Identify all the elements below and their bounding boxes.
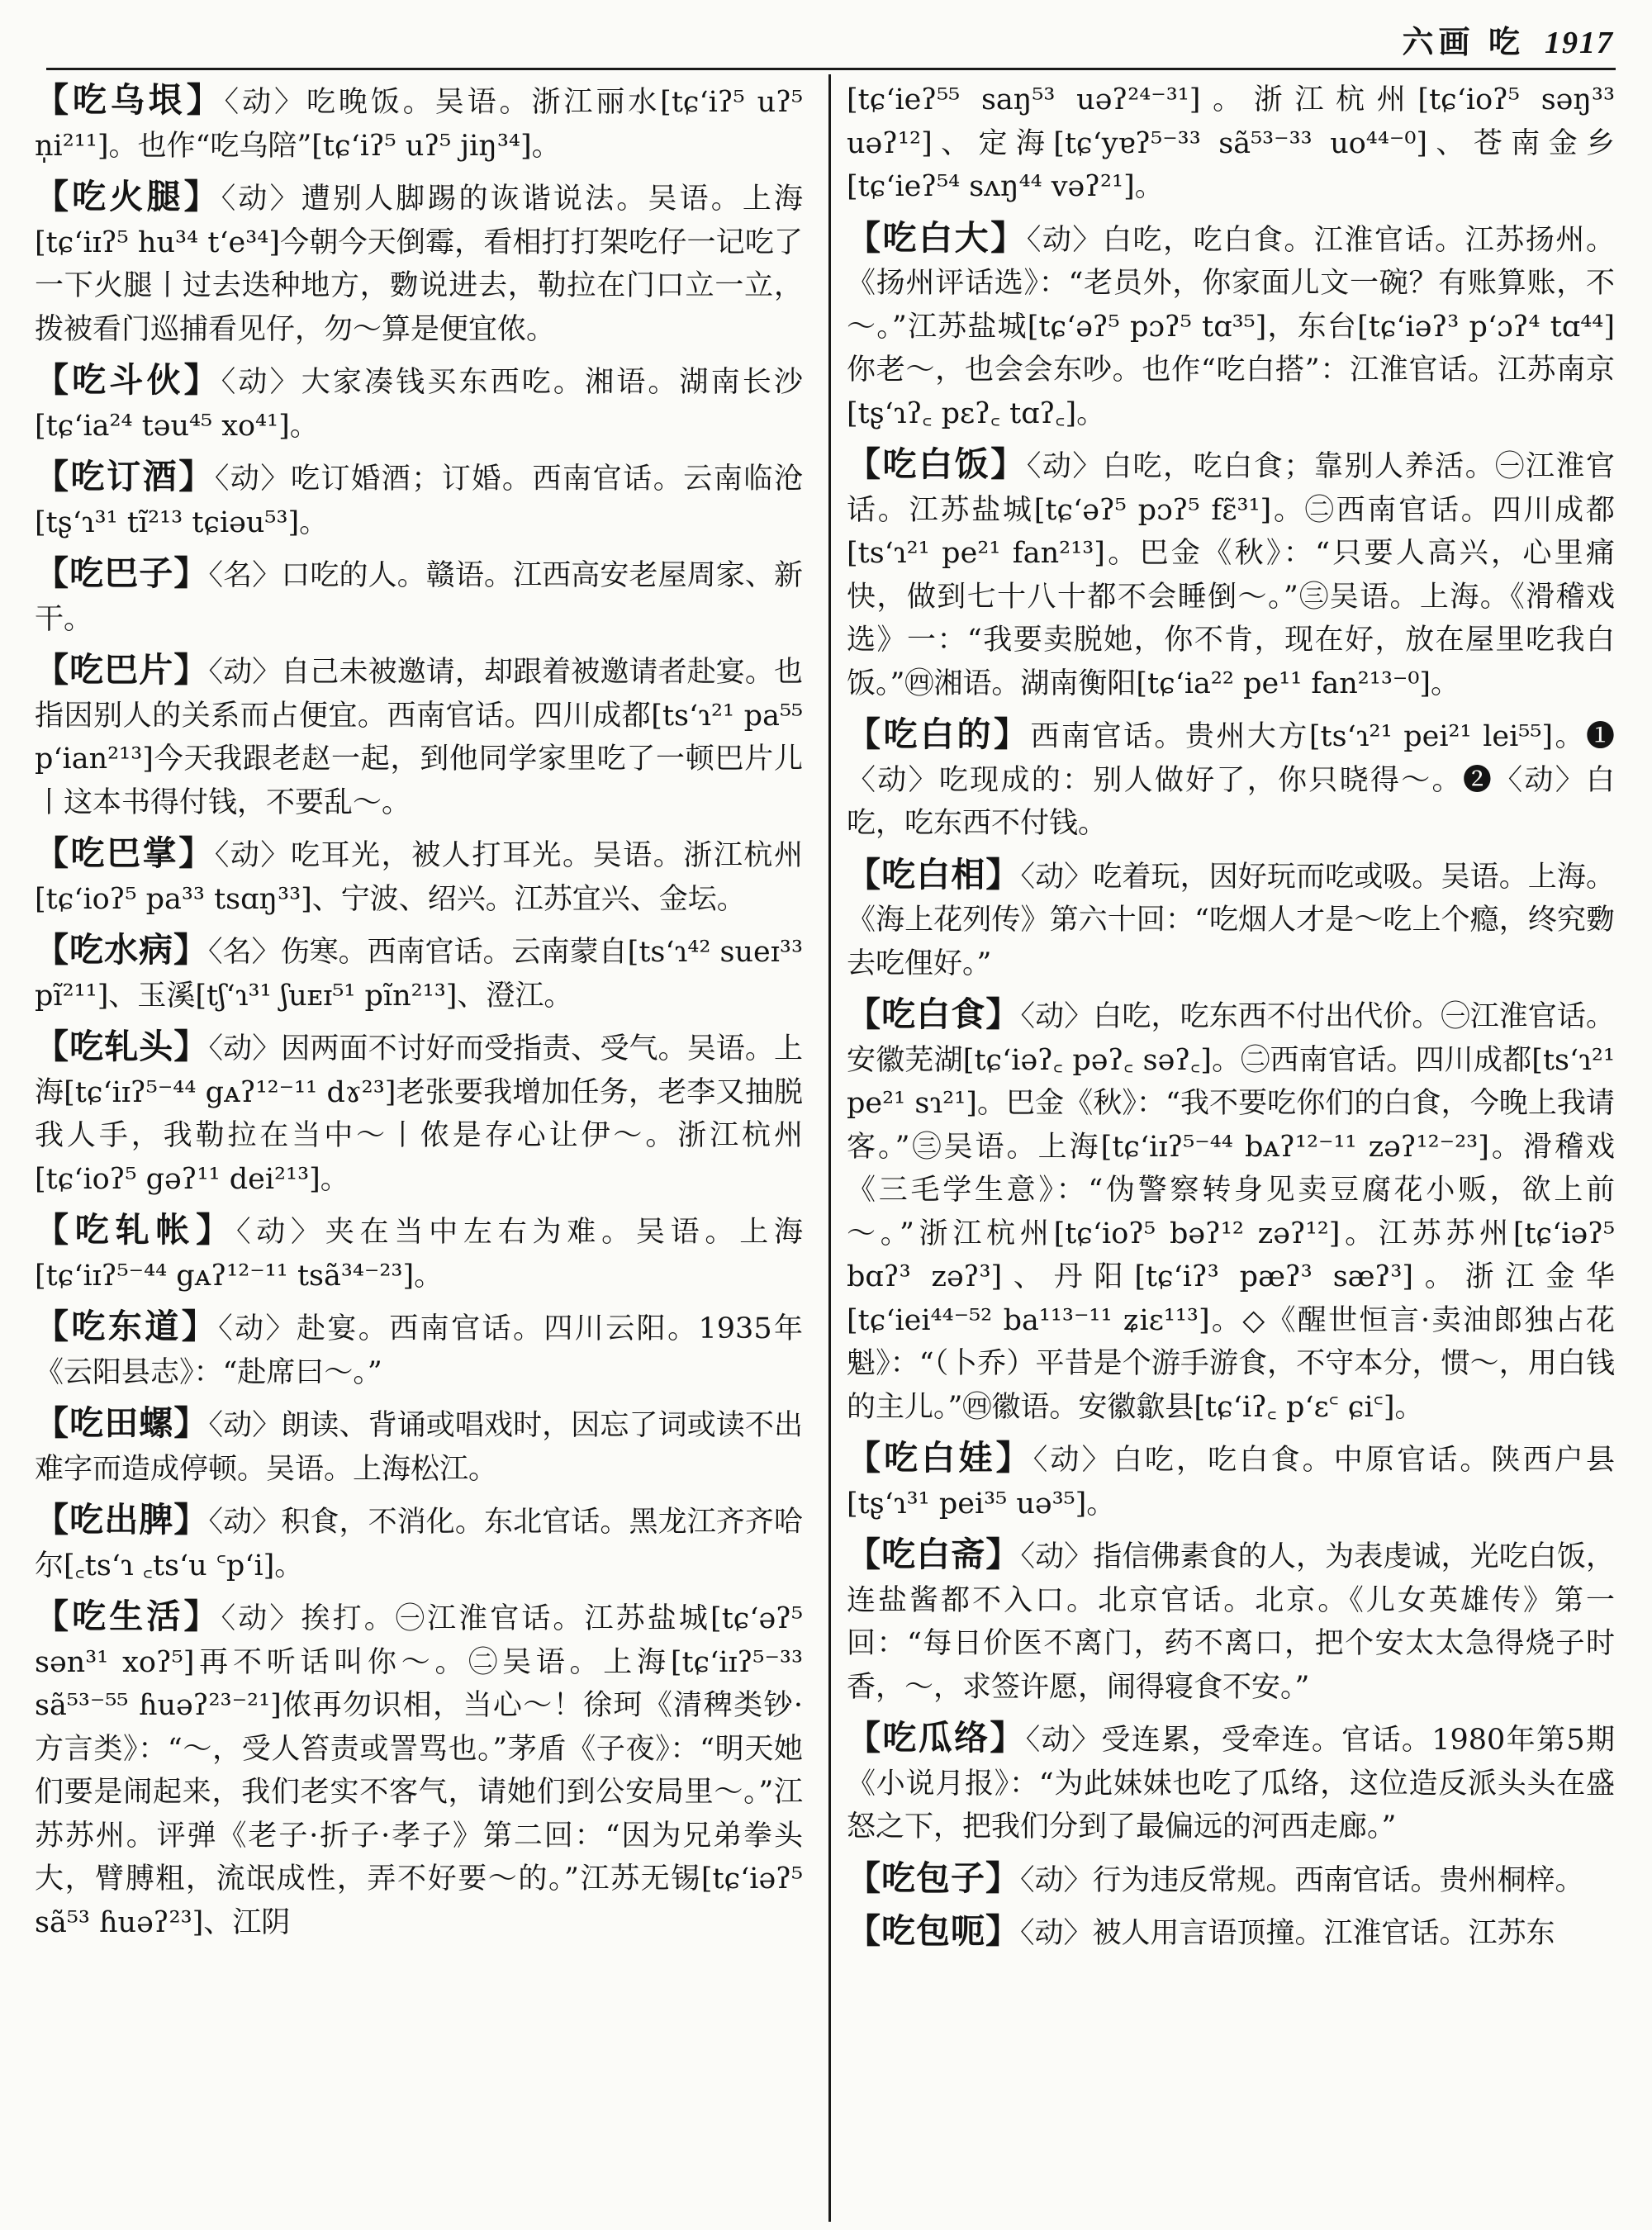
dictionary-entry [847,993,1615,1429]
dictionary-entry [35,1498,803,1587]
entry-definition: 〈名〉伤寒。西南官话。云南蒙自[tsʻɿ⁴² sueɪ³³ pĩ²¹¹]、玉溪[tʃʻɿ³¹ ʃuᴇɪ⁵¹ pĩn²¹³]、澄江。 [35,936,803,1013]
entry-definition: 〈动〉挨打。㊀江淮官话。江苏盐城[tɕʻəʔ⁵ sən³¹ xoʔ⁵]再不听话叫你～。㊁吴语。上海[tɕʻiɪʔ⁵⁻³³ sã⁵³⁻⁵⁵ ɦuəʔ²³⁻²¹]侬再勿识相，当心～！徐珂《清稗类钞·方言类》：“～，受人笞责或詈骂也。”茅盾《子夜》：“明天她们要是闹起来，我们老实不客气，请她们到公安局里～。”江苏苏州。评弹《老子·折子·孝子》第二回：“因为兄弟拳头大，臂膊粗，流氓成性，弄不好要～的。”江苏无锡[tɕʻiəʔ⁵ sã⁵³ ɦuəʔ²³]、江阴 [35,1602,803,1939]
entry-headword: 【吃白饭】 [847,444,1027,484]
dictionary-entry [35,648,803,824]
entry-headword: 【吃田螺】 [35,1403,209,1443]
entry-definition: 〈名〉口吃的人。赣语。江西高安老屋周家、新干。 [35,559,803,636]
entry-headword: 【吃轧头】 [35,1027,209,1066]
entry-definition: 〈动〉白吃，吃白食；靠别人养活。㊀江淮官话。江苏盐城[tɕʻəʔ⁵ pɔʔ⁵ fɛ̃³¹]。㊁西南官话。四川成都[tsʻɿ²¹ pe²¹ fan²¹³]。巴金《秋》：“只要人高兴，心里痛快，做到七十八十都不会睡倒～。”㊂吴语。上海。《滑稽戏选》一：“我要卖脱她，你不肯，现在好，放在屋里吃我白饭。”㊃湘语。湖南衡阳[tɕʻia²² pe¹¹ fan²¹³⁻⁰]。 [847,450,1615,700]
entry-headword: 【吃白的】 [847,714,1031,754]
entry-definition: 〈动〉被人用言语顶撞。江淮官话。江苏东 [1020,1917,1555,1950]
entry-headword: 【吃白斋】 [847,1535,1021,1574]
entry-definition: 〈动〉吃晚饭。吴语。浙江丽水[tɕʻiʔ⁵ uʔ⁵ n̩i²¹¹]。也作“吃乌陪”[tɕʻiʔ⁵ uʔ⁵ jiŋ³⁴]。 [35,86,804,163]
left-column [35,78,803,1952]
dictionary-entry [847,1716,1615,1849]
page-header [1402,17,1614,62]
entry-headword: 【吃白食】 [847,994,1021,1034]
entry-definition: 〈动〉因两面不讨好而受指责、受气。吴语。上海[tɕʻiɪʔ⁵⁻⁴⁴ gᴀʔ¹²⁻¹¹ dɤ²³]老张要我增加任务，老李又抽脱我人手，我勒拉在当中～丨侬是存心让伊～。浙江杭州[tɕʻioʔ⁵ gəʔ¹¹ dei²¹³]。 [35,1032,803,1196]
entry-definition: 〈动〉大家凑钱买东西吃。湘语。湖南长沙[tɕʻia²⁴ təu⁴⁵ xo⁴¹]。 [35,366,803,443]
entry-headword: 【吃轧帐】 [35,1210,236,1250]
entry-headword: 【吃巴片】 [35,650,209,690]
entry-headword: 【吃订酒】 [35,457,215,496]
dictionary-entry [35,1305,803,1394]
dictionary-entry [847,78,1615,209]
dictionary-entry [847,216,1615,436]
entry-headword: 【吃瓜络】 [847,1718,1026,1758]
entry-headword: 【吃出脾】 [35,1500,209,1540]
entry-definition: [tɕʻieʔ⁵⁵ saŋ⁵³ uəʔ²⁴⁻³¹]。浙江杭州[tɕʻioʔ⁵ səŋ³³ uəʔ¹²]、定海[tɕʻyɐʔ⁵⁻³³ sã⁵³⁻³³ uo⁴⁴⁻⁰]、苍南金乡[tɕʻieʔ⁵⁴ sʌŋ⁴⁴ vəʔ²¹]。 [847,83,1615,203]
dictionary-entry [35,552,803,641]
dictionary-entry [35,928,803,1018]
dictionary-entry [35,455,803,544]
dictionary-entry [847,1910,1615,1956]
entry-definition: 〈动〉夹在当中左右为难。吴语。上海[tɕʻiɪʔ⁵⁻⁴⁴ gᴀʔ¹²⁻¹¹ tsã³⁴⁻²³]。 [35,1216,803,1293]
entry-headword: 【吃白相】 [847,854,1021,894]
entry-definition: 西南官话。贵州大方[tsʻɿ²¹ pei²¹ lei⁵⁵]。❶〈动〉吃现成的：别人做好了，你只晓得～。❷〈动〉白吃，吃东西不付钱。 [847,720,1616,840]
entry-headword: 【吃乌垠】 [35,80,225,120]
entry-definition: 〈动〉行为违反常规。西南官话。贵州桐梓。 [1020,1863,1584,1897]
header-rule [46,68,1616,70]
entry-headword: 【吃包呃】 [847,1911,1020,1951]
dictionary-entry [35,358,803,448]
entry-definition: 〈动〉受连累，受牵连。官话。1980年第5期《小说月报》：“为此妹妹也吃了瓜络，这位造反派头头在盛怒之下，把我们分到了最偏远的河西走廊。” [847,1724,1616,1843]
column-divider [828,74,831,2222]
entry-definition: 〈动〉遭别人脚踢的诙谐说法。吴语。上海[tɕʻiɪʔ⁵ hu³⁴ tʻe³⁴]今朝今天倒霉，看相打打架吃仔一记吃了一下火腿丨过去迭种地方，覅说进去，勒拉在门口立一立，拨被看门巡捕看见仔，勿～算是便宜侬。 [35,183,803,346]
entry-definition: 〈动〉自己未被邀请，却跟着被邀请者赴宴。也指因别人的关系而占便宜。西南官话。四川成都[tsʻɿ²¹ pa⁵⁵ pʻian²¹³]今天我跟老赵一起，到他同学家里吃了一顿巴片儿丨这本书得付钱，不要乱～。 [35,656,803,819]
entry-definition: 〈动〉吃订婚酒；订婚。西南官话。云南临沧[tʂʻɿ³¹ tĩ²¹³ tɕiəu⁵³]。 [35,463,803,539]
dictionary-entry [35,1402,803,1491]
entry-headword: 【吃巴子】 [35,553,209,593]
dictionary-entry [35,1595,803,1944]
dictionary-entry [847,1533,1615,1709]
entry-definition: 〈动〉积食，不消化。东北官话。黑龙江齐齐哈尔[꜀tsʻɿ ꜀tsʻu ꜂pʻi]。 [35,1506,803,1582]
dictionary-entry [847,443,1615,705]
dictionary-entry [35,175,803,351]
entry-definition: 〈动〉白吃，吃东西不付出代价。㊀江淮官话。安徽芜湖[tɕʻiəʔ꜀ pəʔ꜀ səʔ꜀]。㊁西南官话。四川成都[tsʻɿ²¹ pe²¹ sɿ²¹]。巴金《秋》：“我不要吃你们的白食，今晚上我请客。”㊂吴语。上海[tɕʻiɪʔ⁵⁻⁴⁴ bᴀʔ¹²⁻¹¹ zəʔ¹²⁻²³]。滑稽戏《三毛学生意》：“伪警察转身见卖豆腐花小贩，欲上前～。”浙江杭州[tɕʻioʔ⁵ bəʔ¹² zəʔ¹²]。江苏苏州[tɕʻiəʔ⁵ bɑʔ³ zəʔ³]、丹阳[tɕʻiʔ³ pæʔ³ sæʔ³]。浙江金华[tɕʻiei⁴⁴⁻⁵² ba¹¹³⁻¹¹ ʑiɛ¹¹³]。◇《醒世恒言·卖油郎独占花魁》：“（卜乔）平昔是个游手游食，不守本分，惯～，用白钱的主儿。”㊃徽语。安徽歙县[tɕʻiʔ꜀ pʻɛ꜂ ɕi꜂]。 [847,1000,1615,1424]
dictionary-entry [35,832,803,921]
right-column [847,78,1615,1963]
entry-definition: 〈动〉指信佛素食的人，为表虔诚，光吃白饭，连盐酱都不入口。北京官话。北京。《儿女英雄传》第一回：“每日价医不离门，药不离口，把个安太太急得烧子时香，～，求签许愿，闹得寝食不安。” [847,1540,1615,1704]
entry-headword: 【吃白娃】 [847,1438,1033,1478]
dictionary-entry [847,1857,1615,1903]
page-number: 1917 [1545,26,1614,60]
dictionary-entry [847,713,1615,846]
entry-headword: 【吃巴掌】 [35,833,215,873]
dictionary-entry [847,1436,1615,1525]
entry-headword: 【吃生活】 [35,1597,221,1636]
entry-headword: 【吃白大】 [847,217,1027,258]
entry-definition: 〈动〉朗读、背诵或唱戏时，因忘了词或读不出难字而造成停顿。吴语。上海松江。 [35,1409,803,1486]
dictionary-entry [35,1208,803,1298]
entry-headword: 【吃东道】 [35,1307,219,1346]
entry-headword: 【吃包子】 [847,1858,1020,1898]
entry-definition: 〈动〉吃着玩，因好玩而吃或吸。吴语。上海。《海上花列传》第六十回：“吃烟人才是～吃上个瘾，终究覅去吃俚好。” [847,860,1615,980]
entry-definition: 〈动〉白吃，吃白食。江淮官话。江苏扬州。《扬州评话选》：“老员外，你家面儿文一碗？有账算账，不～。”江苏盐城[tɕʻəʔ⁵ pɔʔ⁵ tɑ³⁵]，东台[tɕʻiəʔ³ pʻɔʔ⁴ tɑ⁴⁴]你老～，也会会东吵。也作“吃白搭”：江淮官话。江苏南京[tʂʻɿʔ꜀ pɛʔ꜀ tɑʔ꜀]。 [847,223,1615,430]
running-head: 六画 吃 [1402,26,1525,60]
dictionary-entry [35,78,803,168]
entry-definition: 〈动〉吃耳光，被人打耳光。吴语。浙江杭州[tɕʻioʔ⁵ pa³³ tsɑŋ³³]、宁波、绍兴。江苏宜兴、金坛。 [35,839,803,916]
entry-headword: 【吃火腿】 [35,177,221,216]
entry-headword: 【吃水病】 [35,930,209,970]
dictionary-entry [35,1025,803,1201]
dictionary-entry [847,853,1615,986]
entry-definition: 〈动〉白吃，吃白食。中原官话。陕西户县[tʂʻɿ³¹ pei³⁵ uə³⁵]。 [847,1444,1615,1521]
entry-definition: 〈动〉赴宴。西南官话。四川云阳。1935年《云阳县志》：“赴席曰～。” [35,1312,804,1389]
entry-headword: 【吃斗伙】 [35,360,221,400]
